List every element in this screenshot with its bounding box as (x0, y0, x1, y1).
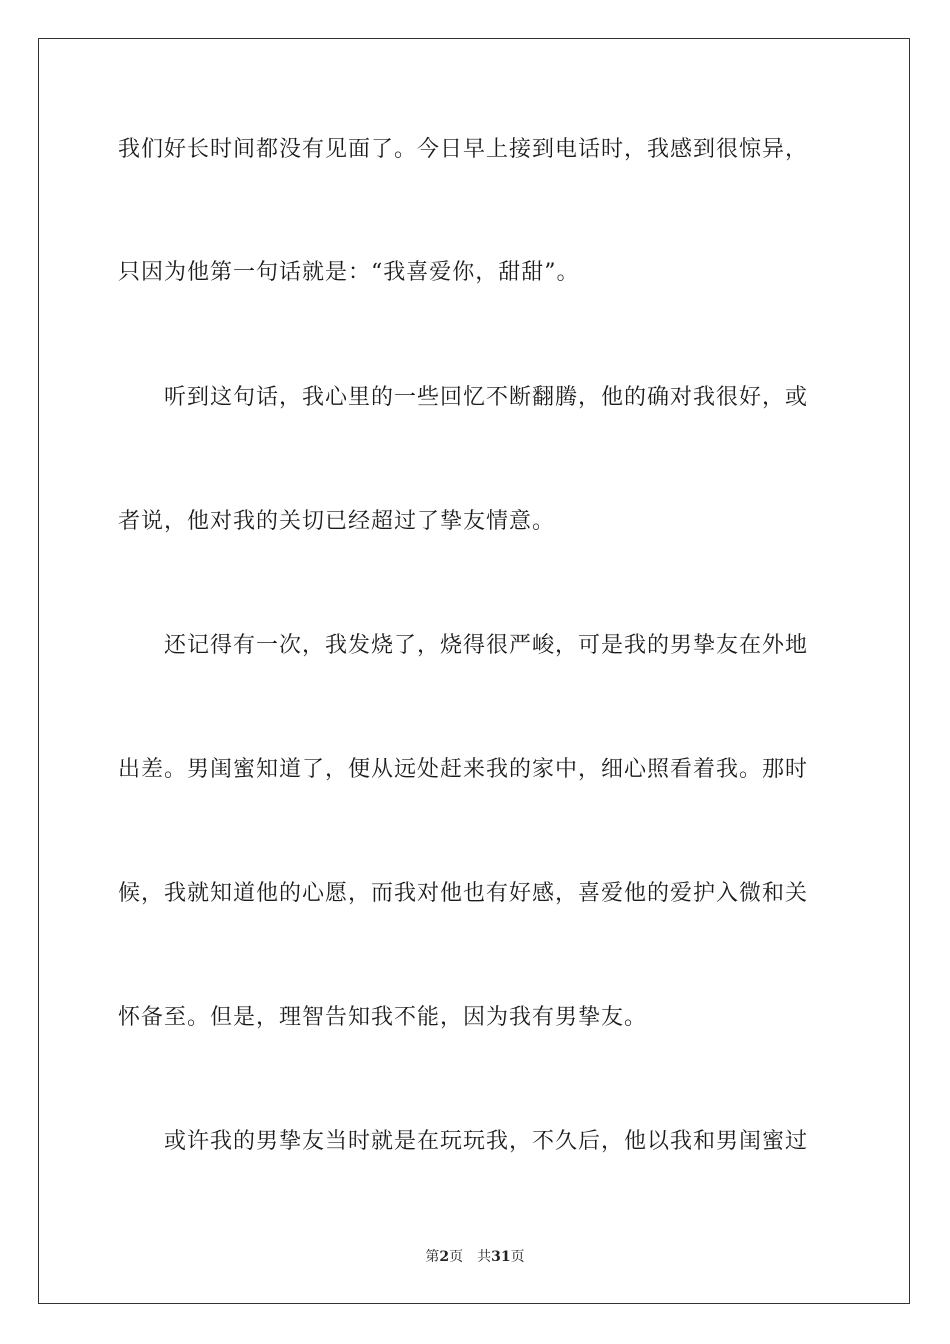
total-pages: 31 (491, 1249, 511, 1265)
page-prefix: 第 (425, 1249, 440, 1265)
total-prefix: 共 (477, 1249, 492, 1265)
paragraph-start-line-9: 或许我的男挚友当时就是在玩玩我，不久后，他以我和男闺蜜过 (164, 1129, 809, 1154)
text-line-8: 怀备至。但是，理智告知我不能，因为我有男挚友。 (118, 1005, 648, 1030)
text-line-6: 出差。男闺蜜知道了，便从远处赶来我的家中，细心照看着我。那时 (118, 757, 809, 782)
paragraph-start-line-3: 听到这句话，我心里的一些回忆不断翻腾，他的确对我很好，或 (164, 385, 809, 410)
paragraph-start-line-5: 还记得有一次，我发烧了，烧得很严峻，可是我的男挚友在外地 (164, 633, 809, 658)
text-line-2: 只因为他第一句话就是：“我喜爱你，甜甜”。 (118, 260, 580, 285)
text-line-7: 候，我就知道他的心愿，而我对他也有好感，喜爱他的爱护入微和关 (118, 881, 809, 906)
page-number: 2 (439, 1249, 450, 1265)
page-footer (0, 1246, 950, 1266)
page-suffix: 页 (449, 1249, 464, 1265)
text-line-1: 我们好长时间都没有见面了。今日早上接到电话时，我感到很惊异， (118, 137, 809, 162)
total-suffix: 页 (510, 1249, 525, 1265)
page-border (38, 38, 910, 1304)
text-line-4: 者说，他对我的关切已经超过了挚友情意。 (118, 509, 556, 534)
